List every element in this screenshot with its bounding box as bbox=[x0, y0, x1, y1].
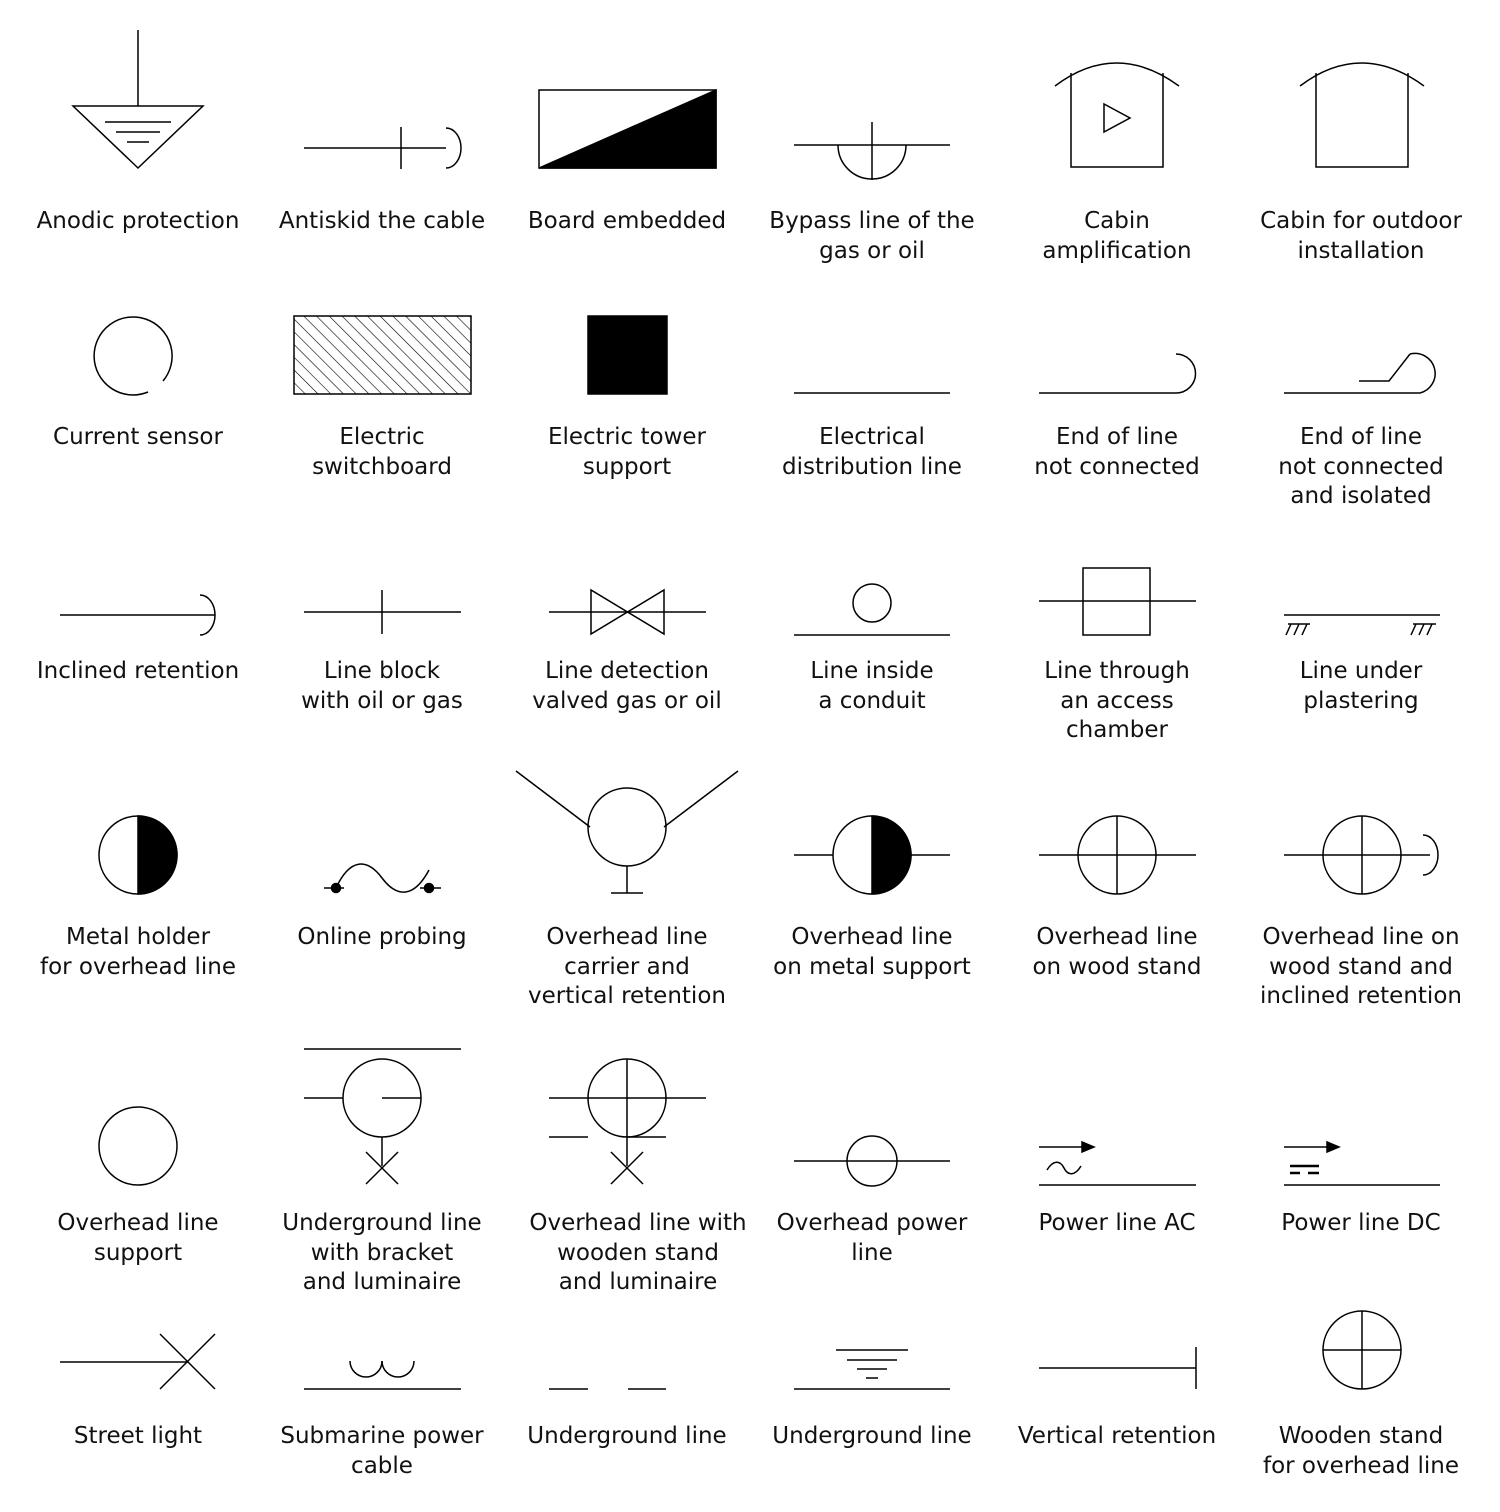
underground-bracket-luminaire-icon bbox=[304, 1049, 461, 1184]
symbol-label: Power line DC bbox=[1281, 1210, 1441, 1236]
inclined-retention-icon bbox=[60, 595, 215, 635]
line-through-chamber-icon bbox=[1039, 568, 1196, 635]
symbol-label: Power line AC bbox=[1038, 1210, 1196, 1236]
symbol-label: Wooden stand for overhead line bbox=[1262, 1423, 1460, 1479]
symbol-label: Inclined retention bbox=[36, 658, 240, 684]
symbol-label: Underground line with bracket and luminaire bbox=[282, 1210, 482, 1295]
end-of-line-icon bbox=[1039, 354, 1196, 393]
symbol-label: Bypass line of the gas or oil bbox=[769, 208, 975, 264]
symbol-label: Line through an access chamber bbox=[1044, 658, 1190, 743]
current-sensor-icon bbox=[94, 317, 172, 395]
overhead-carrier-icon bbox=[516, 771, 738, 893]
submarine-cable-icon bbox=[304, 1361, 461, 1389]
antiskid-cable-icon bbox=[304, 127, 461, 169]
symbol-label: Electric switchboard bbox=[312, 424, 452, 480]
online-probing-icon bbox=[324, 864, 441, 892]
symbol-label: Current sensor bbox=[53, 424, 223, 450]
symbol-label: Underground line bbox=[527, 1423, 727, 1449]
overhead-wood-stand-icon bbox=[1039, 816, 1196, 894]
symbol-label: Electrical distribution line bbox=[782, 424, 962, 480]
symbol-label: Overhead line on wood stand bbox=[1032, 924, 1202, 980]
symbol-label: Overhead power line bbox=[776, 1210, 968, 1266]
symbol-label: Antiskid the cable bbox=[278, 208, 486, 234]
underground-line-ground-icon bbox=[794, 1350, 950, 1389]
symbol-label: Overhead line with wooden stand and luminaire bbox=[529, 1210, 747, 1295]
line-under-plastering-icon bbox=[1284, 615, 1440, 635]
power-line-ac-icon bbox=[1039, 1142, 1196, 1185]
symbol-label: Board embedded bbox=[527, 208, 727, 234]
symbol-label: Submarine power cable bbox=[280, 1423, 484, 1479]
overhead-line-support-icon bbox=[99, 1107, 177, 1185]
symbol-label: Line inside a conduit bbox=[810, 658, 934, 714]
end-of-line-isolated-icon bbox=[1284, 353, 1435, 393]
electric-tower-support-icon bbox=[588, 316, 667, 394]
power-line-dc-icon bbox=[1284, 1142, 1440, 1185]
symbol-label: Line detection valved gas or oil bbox=[532, 658, 722, 714]
symbol-label: Online probing bbox=[297, 924, 467, 950]
symbol-label: Line under plastering bbox=[1299, 658, 1423, 714]
symbol-label: Metal holder for overhead line bbox=[39, 924, 237, 980]
symbol-label: End of line not connected bbox=[1034, 424, 1200, 480]
symbol-label: Vertical retention bbox=[1017, 1423, 1217, 1449]
electric-switchboard-icon bbox=[294, 316, 471, 394]
line-detection-valve-icon bbox=[549, 590, 706, 634]
wooden-stand-icon bbox=[1323, 1311, 1401, 1389]
symbol-label: Overhead line on wood stand and inclined retention bbox=[1260, 924, 1462, 1009]
symbol-label: Overhead line carrier and vertical retention bbox=[528, 924, 726, 1009]
cabin-amplification-icon bbox=[1055, 63, 1179, 167]
symbol-label: Line block with oil or gas bbox=[301, 658, 463, 714]
anodic-protection-icon bbox=[73, 30, 203, 168]
line-inside-conduit-icon bbox=[794, 584, 950, 635]
symbol-label: End of line not connected and isolated bbox=[1278, 424, 1444, 509]
symbol-label: Cabin amplification bbox=[1042, 208, 1192, 264]
metal-holder-icon bbox=[99, 816, 177, 894]
overhead-wood-inclined-icon bbox=[1284, 816, 1438, 894]
overhead-power-line-icon bbox=[794, 1136, 950, 1186]
overhead-wooden-luminaire-icon bbox=[549, 1059, 706, 1184]
symbol-label: Electric tower support bbox=[547, 424, 707, 480]
overhead-metal-support-icon bbox=[794, 816, 950, 894]
bypass-line-icon bbox=[794, 122, 950, 180]
symbol-label: Underground line bbox=[772, 1423, 972, 1449]
symbol-label: Cabin for outdoor installation bbox=[1260, 208, 1462, 264]
cabin-outdoor-icon bbox=[1300, 63, 1424, 167]
vertical-retention-icon bbox=[1039, 1347, 1196, 1389]
line-block-icon bbox=[304, 590, 461, 634]
street-light-icon bbox=[60, 1334, 215, 1389]
symbol-label: Street light bbox=[73, 1423, 203, 1449]
symbol-label: Anodic protection bbox=[36, 208, 240, 234]
board-embedded-icon bbox=[539, 90, 716, 168]
symbol-label: Overhead line support bbox=[57, 1210, 219, 1266]
symbol-label: Overhead line on metal support bbox=[773, 924, 971, 980]
